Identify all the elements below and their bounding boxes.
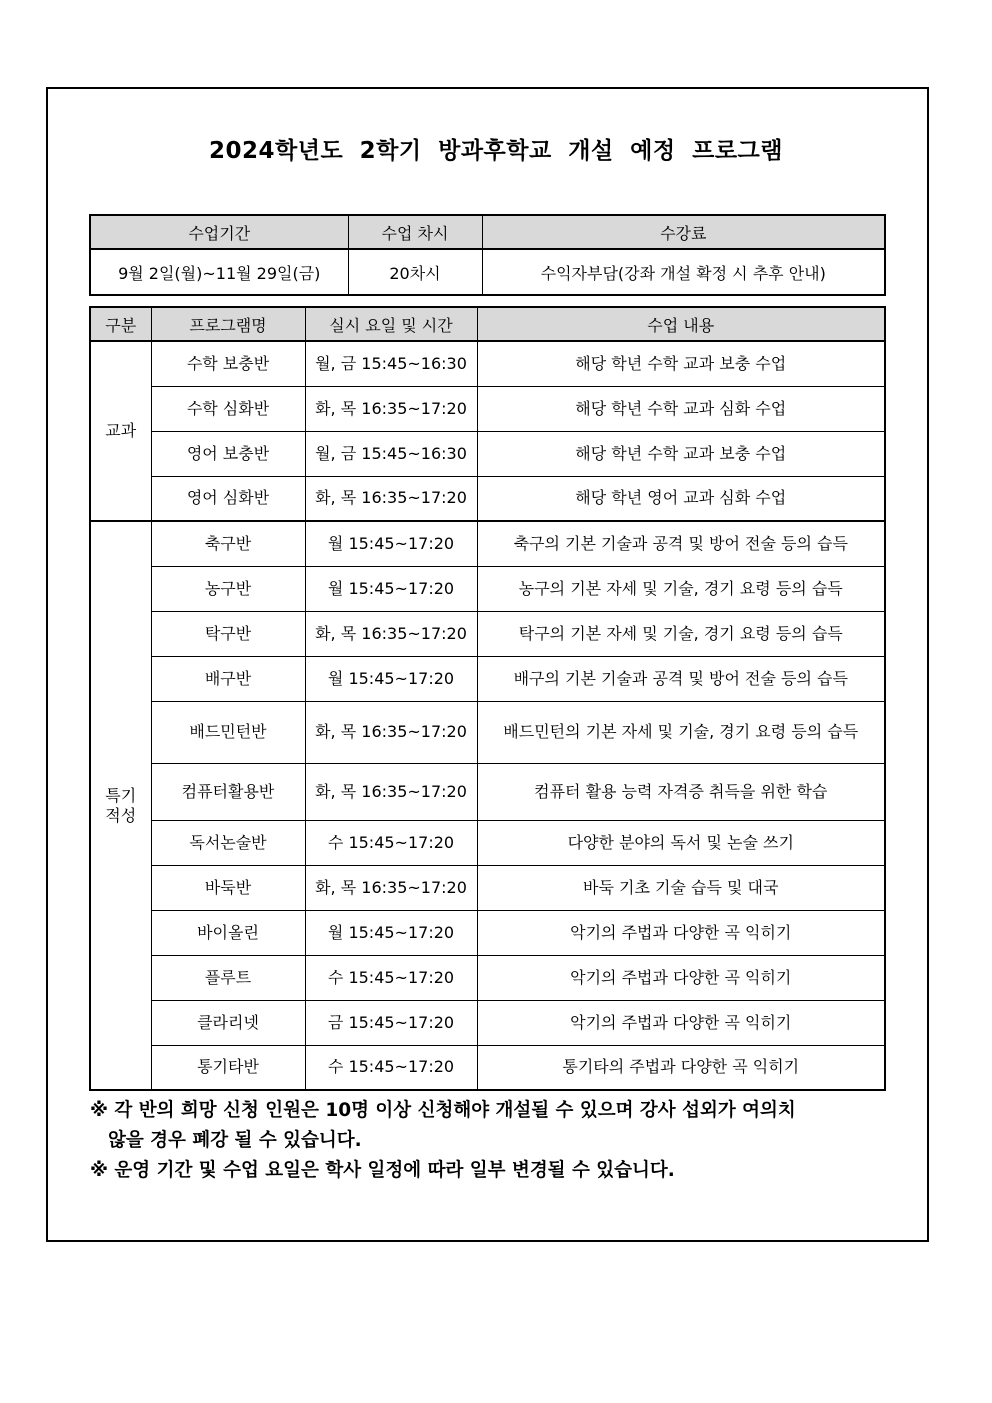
category-cell: 특기 적성 [90,521,151,1090]
schedule-cell: 화, 목 16:35~17:20 [305,701,477,763]
content-cell: 악기의 주법과 다양한 곡 익히기 [477,910,885,955]
schedule-cell: 화, 목 16:35~17:20 [305,611,477,656]
program-name-cell: 통기타반 [151,1045,305,1090]
schedule-cell: 월, 금 15:45~16:30 [305,341,477,386]
table-row [90,341,885,386]
program-table [89,306,886,1091]
header-fee: 수강료 [482,215,885,249]
content-cell: 해당 학년 수학 교과 보충 수업 [477,431,885,476]
fee-value: 수익자부담(강좌 개설 확정 시 추후 안내) [482,249,885,295]
table-row [90,1045,885,1090]
period-value: 9월 2일(월)~11월 29일(금) [90,249,348,295]
header-category: 구분 [90,307,151,341]
content-cell: 바둑 기초 기술 습득 및 대국 [477,865,885,910]
program-name-cell: 영어 보충반 [151,431,305,476]
table-row [90,701,885,763]
program-name-cell: 클라리넷 [151,1000,305,1045]
schedule-cell: 월 15:45~17:20 [305,566,477,611]
content-cell: 컴퓨터 활용 능력 자격증 취득을 위한 학습 [477,763,885,820]
schedule-cell: 수 15:45~17:20 [305,1045,477,1090]
table-row [90,386,885,431]
schedule-cell: 화, 목 16:35~17:20 [305,476,477,521]
content-cell: 해당 학년 수학 교과 심화 수업 [477,386,885,431]
content-cell: 축구의 기본 기술과 공격 및 방어 전술 등의 습득 [477,521,885,566]
program-name-cell: 농구반 [151,566,305,611]
table-row [90,476,885,521]
program-name-cell: 영어 심화반 [151,476,305,521]
header-schedule: 실시 요일 및 시간 [305,307,477,341]
schedule-cell: 월 15:45~17:20 [305,910,477,955]
schedule-cell: 월 15:45~17:20 [305,656,477,701]
table-row [90,611,885,656]
program-name-cell: 바둑반 [151,865,305,910]
schedule-cell: 수 15:45~17:20 [305,820,477,865]
table-row [90,910,885,955]
program-name-cell: 축구반 [151,521,305,566]
table-row [90,521,885,566]
program-name-cell: 탁구반 [151,611,305,656]
schedule-cell: 화, 목 16:35~17:20 [305,386,477,431]
summary-row [90,249,885,295]
category-cell: 교과 [90,341,151,521]
schedule-cell: 월 15:45~17:20 [305,521,477,566]
table-row [90,656,885,701]
content-cell: 악기의 주법과 다양한 곡 익히기 [477,1000,885,1045]
content-cell: 배드민턴의 기본 자세 및 기술, 경기 요령 등의 습득 [477,701,885,763]
program-name-cell: 플루트 [151,955,305,1000]
schedule-cell: 월, 금 15:45~16:30 [305,431,477,476]
page-title: 2024학년도 2학기 방과후학교 개설 예정 프로그램 [209,138,783,164]
content-cell: 악기의 주법과 다양한 곡 익히기 [477,955,885,1000]
program-name-cell: 배구반 [151,656,305,701]
program-name-cell: 바이올린 [151,910,305,955]
table-row [90,763,885,820]
note-1-continued: 않을 경우 폐강 될 수 있습니다. [108,1130,362,1151]
content-cell: 해당 학년 영어 교과 심화 수업 [477,476,885,521]
program-name-cell: 독서논술반 [151,820,305,865]
schedule-cell: 금 15:45~17:20 [305,1000,477,1045]
sessions-value: 20차시 [348,249,482,295]
note-2: ※ 운영 기간 및 수업 요일은 학사 일정에 따라 일부 변경될 수 있습니다. [90,1160,675,1181]
schedule-cell: 화, 목 16:35~17:20 [305,763,477,820]
content-cell: 통기타의 주법과 다양한 곡 익히기 [477,1045,885,1090]
program-name-cell: 수학 보충반 [151,341,305,386]
content-cell: 해당 학년 수학 교과 보충 수업 [477,341,885,386]
program-header-row [90,307,885,341]
table-row [90,955,885,1000]
content-cell: 탁구의 기본 자세 및 기술, 경기 요령 등의 습득 [477,611,885,656]
program-name-cell: 수학 심화반 [151,386,305,431]
content-cell: 다양한 분야의 독서 및 논술 쓰기 [477,820,885,865]
note-1: ※ 각 반의 희망 신청 인원은 10명 이상 신청해야 개설될 수 있으며 강사 섭외가 여의치 [90,1100,796,1121]
header-sessions: 수업 차시 [348,215,482,249]
schedule-cell: 수 15:45~17:20 [305,955,477,1000]
table-row [90,820,885,865]
content-cell: 농구의 기본 자세 및 기술, 경기 요령 등의 습득 [477,566,885,611]
content-cell: 배구의 기본 기술과 공격 및 방어 전술 등의 습득 [477,656,885,701]
summary-header-row [90,215,885,249]
header-content: 수업 내용 [477,307,885,341]
program-name-cell: 배드민턴반 [151,701,305,763]
header-period: 수업기간 [90,215,348,249]
program-name-cell: 컴퓨터활용반 [151,763,305,820]
table-row [90,1000,885,1045]
schedule-cell: 화, 목 16:35~17:20 [305,865,477,910]
table-row [90,566,885,611]
table-row [90,865,885,910]
header-program-name: 프로그램명 [151,307,305,341]
notes [90,1096,890,1186]
table-row [90,431,885,476]
summary-table [89,214,886,296]
